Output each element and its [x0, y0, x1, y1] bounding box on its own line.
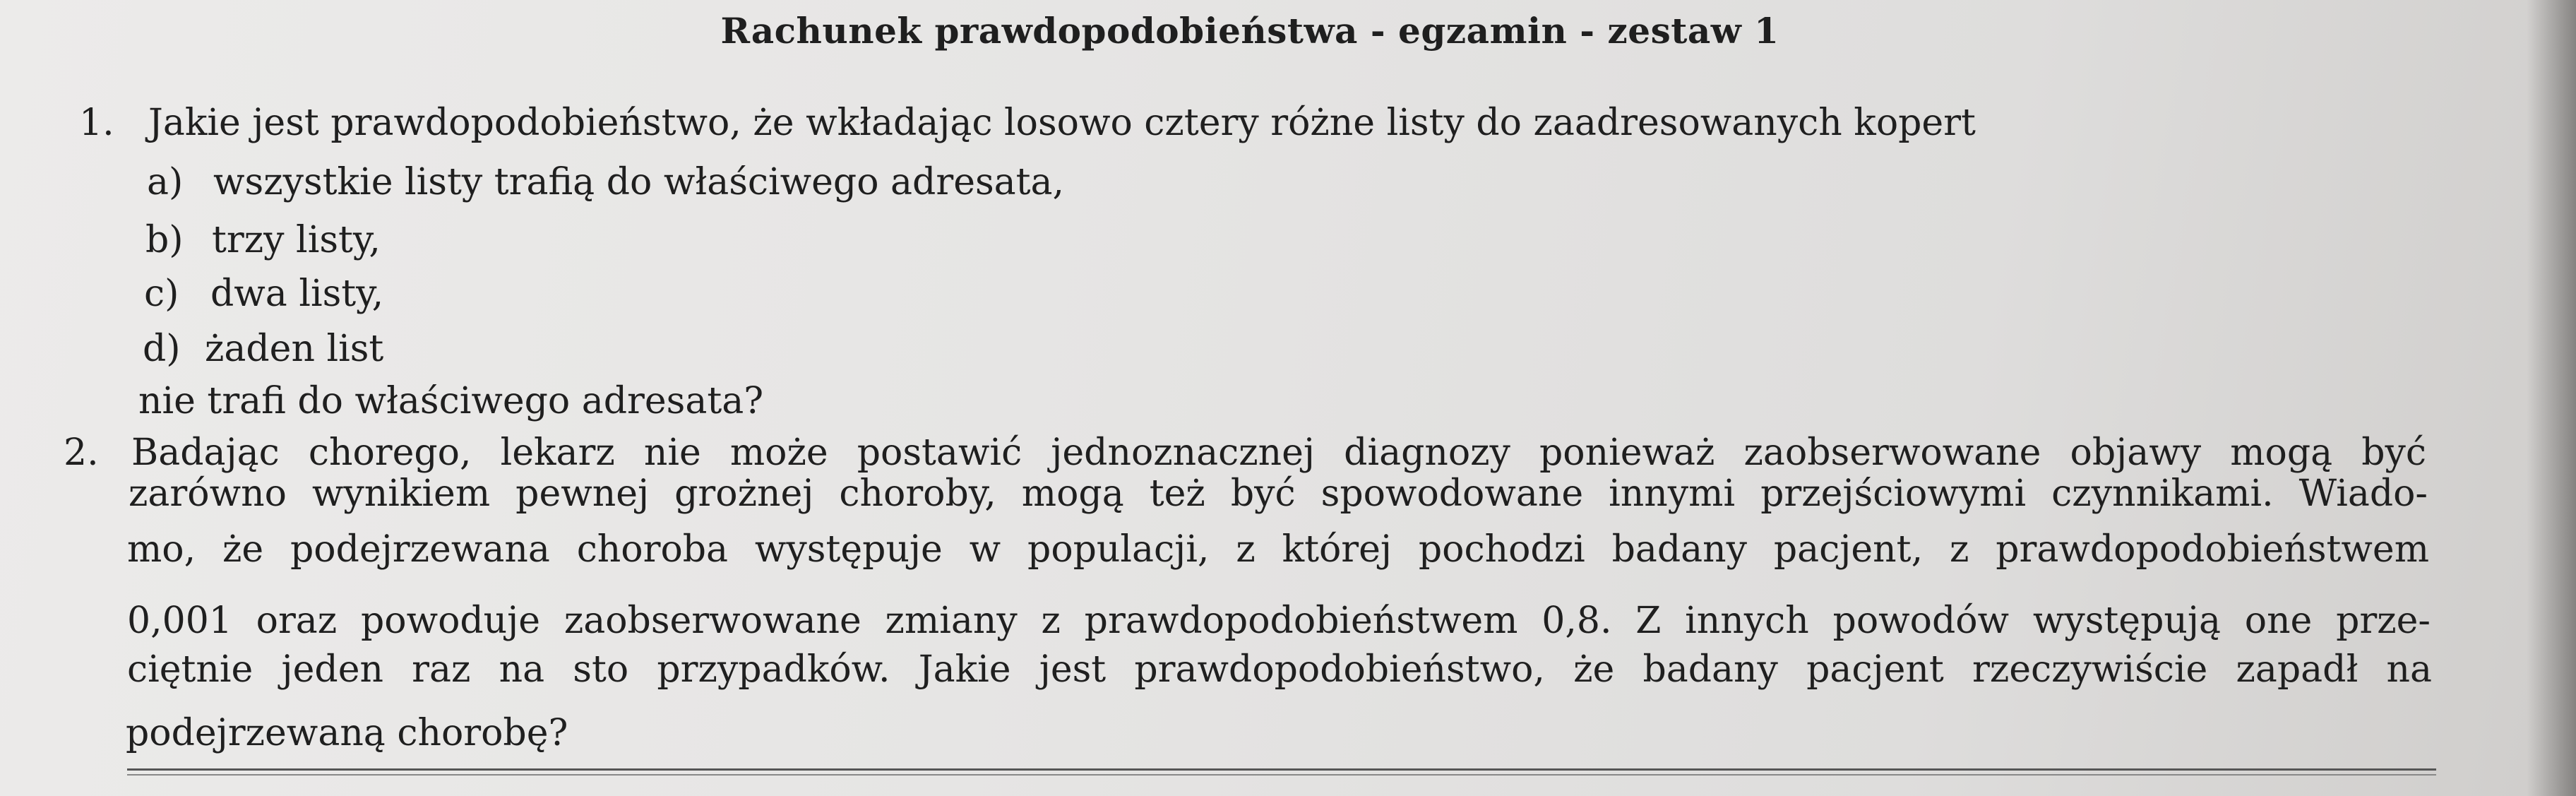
problem-2-line-6: podejrzewaną chorobę?: [126, 712, 568, 754]
problem-2-line-1: Badając chorego, lekarz nie może postawić jednoznacznej diagnozy ponieważ zaobserwowane objawy mogą być: [131, 432, 2426, 474]
exam-title: Rachunek prawdopodobieństwa - egzamin - zestaw 1: [720, 10, 1779, 52]
page-rule-secondary: [127, 774, 2436, 776]
paper-shadow: [2527, 0, 2576, 796]
option-a-label: a): [147, 161, 184, 203]
problem-2-line-4: 0,001 oraz powoduje zaobserwowane zmiany z prawdopodobieństwem 0,8. Z innych powodów występują one prze-: [127, 600, 2431, 642]
option-a-text: wszystkie listy trafią do właściwego adresata,: [213, 161, 1065, 203]
problem-2-line-3: mo, że podejrzewana choroba występuje w populacji, z której pochodzi badany pacjent, z prawdopodobieństwem: [127, 528, 2429, 571]
problem-1-intro: Jakie jest prawdopodobieństwo, że wkładając losowo cztery różne listy do zaadresowanych kopert: [148, 102, 1976, 144]
problem-2-number: 2.: [64, 432, 99, 474]
option-b-label: b): [145, 219, 184, 261]
option-d-label: d): [143, 328, 181, 370]
option-c-text: dwa listy,: [210, 273, 384, 315]
page-rule: [127, 768, 2436, 771]
problem-2-line-5: ciętnie jeden raz na sto przypadków. Jakie jest prawdopodobieństwo, że badany pacjent rzeczywiście zapadł na: [127, 648, 2432, 691]
option-b-text: trzy listy,: [212, 219, 381, 261]
problem-1-number: 1.: [79, 102, 114, 144]
problem-1-closing: nie trafi do właściwego adresata?: [138, 380, 764, 422]
problem-2-line-2: zarówno wynikiem pewnej grożnej choroby, mogą też być spowodowane innymi przejściowymi czynnikami. Wiado-: [129, 473, 2428, 515]
option-c-label: c): [144, 273, 179, 315]
option-d-text: żaden list: [205, 328, 384, 370]
